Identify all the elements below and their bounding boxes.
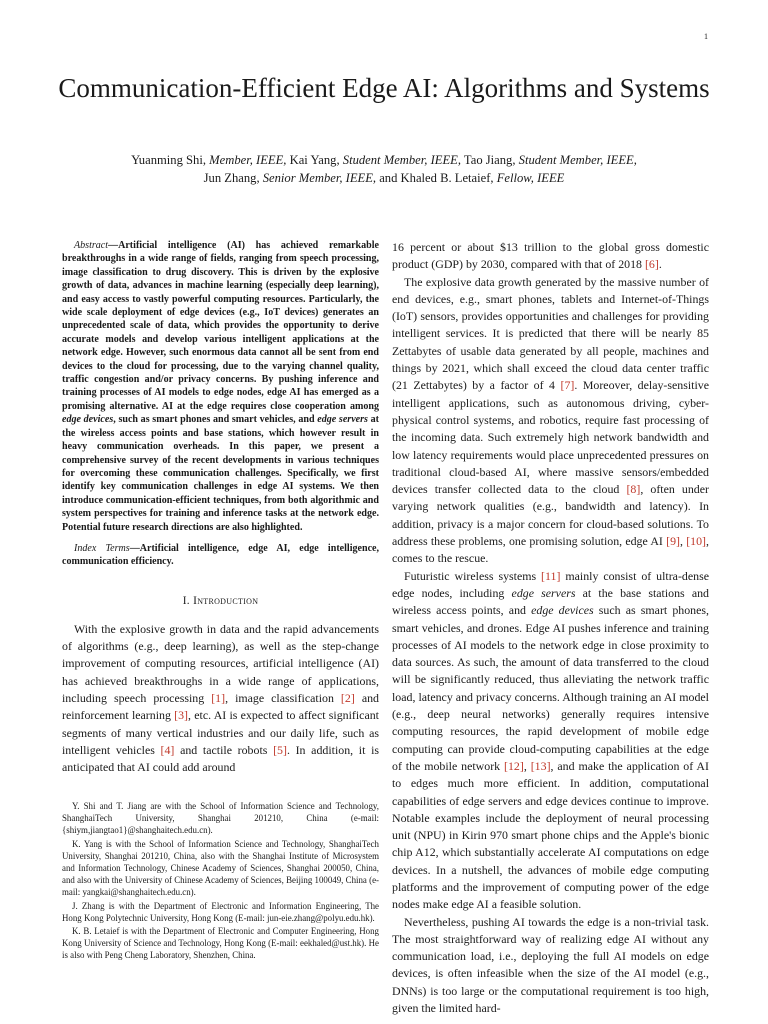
section-heading (62, 595, 379, 607)
citation-link[interactable]: [9] (666, 534, 680, 549)
footnote: K. Yang is with the School of Information Science and Technology, ShanghaiTech University, Shanghai 201210, China, also with the Shanghai Institute of Microsystem and Information Technology, Chinese Academy of Sciences, Shanghai 200050, China, and also with the University of Chinese Academy of Sciences, Beijing 100049, China (e-mail: yangkai@shanghaitech.edu.cn). (62, 838, 379, 898)
citation-link[interactable]: [7] (560, 378, 575, 393)
abstract-emphasis: edge devices (62, 414, 114, 426)
paragraph-text: . (658, 257, 662, 272)
abstract-text: at the wireless access points and base stations, which however result in heavy communication overheads. In this paper, we present a comprehensive survey of the recent developments in various techniques for overcoming these communication challenges. Specifically, we first identify key communication challenges in edge AI systems. We then introduce communication-efficient techniques, from both algorithmic and system perspectives for training and inference tasks at the network edge. Potential future research directions are also highlighted. (62, 414, 380, 533)
citation-link[interactable]: [8] (626, 482, 641, 497)
intro-paragraph (62, 621, 379, 777)
left-column (62, 239, 379, 776)
body-paragraph (392, 568, 709, 914)
paragraph-text: 16 percent or about $13 trillion to the global gross domestic product (GDP) by 2030, compared with that of 2018 (392, 240, 709, 272)
citation-link[interactable]: [5] (273, 742, 287, 757)
footnote: Y. Shi and T. Jiang are with the School of Information Science and Technology, ShanghaiTech University, Shanghai 201210, China (e-mail: {shiym,jiangtao1}@shanghaitech.edu.cn). (62, 801, 379, 836)
abstract-emphasis: edge servers (317, 414, 368, 426)
citation-link[interactable]: [3] (174, 708, 189, 723)
paragraph-text: , etc. AI is expected to affect significant segments of many vertical industries and our daily life, such as intelligent vehicles (62, 708, 379, 757)
paragraph-text: The explosive data growth generated by the massive number of end devices, e.g., smart phones, tablets and Internet-of-Things (IoT) sensors, provides opportunities and challenges for providing intelligent services. It is predicted that there will be nearly 85 Zettabytes of usable data generated by all people, machines and things by 2021, which shall exceed the cloud data center traffic (21 Zettabytes) by a factor of 4 (392, 274, 709, 393)
footnote: J. Zhang is with the Department of Electronic and Information Engineering, The Hong Kong Polytechnic University, Hong Kong (E-mail: jun-eie.zhang@polyu.edu.hk). (62, 900, 379, 923)
paragraph-text: , (680, 534, 687, 549)
citation-link[interactable]: [11] (541, 568, 561, 583)
section-number: I. (182, 594, 194, 607)
citation-link[interactable]: [13] (530, 758, 551, 773)
author-role: Student Member, IEEE, (342, 153, 461, 167)
emphasis-text: edge devices (531, 603, 594, 618)
author-role: Student Member, IEEE, (518, 153, 637, 167)
paragraph-text: and tactile robots (174, 742, 274, 757)
paragraph-text: and reinforcement learning (62, 690, 379, 723)
author-role: Fellow, IEEE (496, 171, 565, 185)
paragraph-text: . Moreover, delay-sensitive intelligent applications, such as autonomous driving, cyber-physical control systems, and robotics, require fast processing of the incoming data. Such extremely high network bandwidth and low latency requirements would place unprecedented pressures on traditional cloud-based AI, where massive sensors/embedded devices transfer collected data to the cloud (392, 378, 710, 497)
paragraph-text: at the base stations and wireless access points, and (392, 585, 710, 618)
abstract (62, 239, 379, 534)
abstract-text: , such as smart phones and smart vehicles, and (113, 414, 318, 426)
author-name: and Khaled B. Letaief, (379, 171, 494, 185)
citation-link[interactable]: [12] (504, 758, 524, 773)
author-role: Member, IEEE, (209, 153, 287, 167)
abstract-label: Abstract (74, 240, 109, 251)
citation-link[interactable]: [2] (340, 690, 355, 705)
author-list (40, 151, 728, 187)
page-number: 1 (704, 32, 708, 41)
author-role: Senior Member, IEEE, (262, 171, 377, 185)
abstract-text: —Artificial intelligence (AI) has achieved remarkable breakthroughs in a wide range of fields, ranging from speech processing, image classification to drug discovery. This is driven by the explosive growth of data, advances in machine learning (especially deep learning), and easy access to vastly powerful computing resources. Particularly, the wide scale deployment of edge devices (e.g., IoT devices) generates an unprecedented scale of data, which provides the opportunity to derive accurate models and develop various intelligent applications at the network edge. However, such enormous data cannot all be sent from end devices to the cloud for processing, due to the varying channel quality, traffic congestion and/or privacy concerns. By pushing inference and training processes of AI models to edge nodes, edge AI has emerged as a promising alternative. AI at the edge requires close cooperation among (62, 240, 379, 412)
paragraph-text: Futuristic wireless systems (404, 568, 542, 583)
section-title: Introduction (193, 594, 259, 607)
paragraph-text: mainly consist of ultra-dense edge nodes, including (392, 568, 709, 600)
emphasis-text: edge servers (511, 585, 576, 600)
paragraph-text: , often under varying network qualities (e.g., bandwidth and latency). In addition, privacy is a major concern for cloud-based solutions. To address these problems, one promising solution, edge AI (392, 482, 709, 549)
paragraph-text: , image classification (225, 690, 341, 705)
citation-link[interactable]: [6] (644, 257, 659, 272)
author-name: Yuanming Shi, (131, 153, 206, 167)
paragraph-text: , (523, 758, 531, 773)
paragraph-text: . In addition, it is anticipated that AI could add around (62, 742, 379, 775)
footnote: K. B. Letaief is with the Department of Electronic and Computer Engineering, Hong Kong University of Science and Technology, Hong Kong (E-mail: eekhaled@ust.hk). He is also with Peng Cheng Laboratory, Shenzhen, China. (62, 926, 379, 961)
index-terms-text: —Artificial intelligence, edge AI, edge intelligence, communication efficiency. (62, 542, 379, 568)
author-name: Jun Zhang, (203, 171, 260, 185)
body-paragraph (392, 274, 709, 568)
paragraph-text: such as smart phones, smart vehicles, and drones. Edge AI pushes inference and training processes of AI models to the network edge in close proximity to data sources. As such, the amount of data transferred to the cloud will be significantly reduced, thus alleviating the network traffic load, latency and privacy concerns. Although training an AI model (e.g., deep neural networks) generally requires intensive computing resources, the rapid development of mobile edge computing can provide cloud-computing capabilities at the edge of the mobile network (392, 603, 709, 773)
index-terms-label: Index Terms (74, 542, 130, 554)
paper-title: Communication-Efficient Edge AI: Algorithms and Systems (58, 73, 710, 103)
citation-link[interactable]: [10] (686, 534, 707, 549)
author-name: Tao Jiang, (463, 153, 516, 167)
author-name: Kai Yang, (289, 153, 340, 167)
paragraph-text: , comes to the rescue. (392, 534, 709, 566)
footnotes (62, 800, 379, 963)
paragraph-text: With the explosive growth in data and the rapid advancements of algorithms (e.g., deep learning), as well as the step-change improvement of computing resources, artificial intelligence (AI) has achieved breakthroughs in a wide range of applications, including speech processing (62, 621, 379, 705)
right-column (392, 239, 709, 1017)
citation-link[interactable]: [1] (211, 690, 226, 705)
index-terms (62, 542, 379, 569)
body-paragraph (392, 239, 709, 274)
body-paragraph: Nevertheless, pushing AI towards the edge is a non-trivial task. The most straightforward way of realizing edge AI without any communication load, i.e., deploying the full AI models on edge devices, is often infeasible when the size of the AI model (e.g., DNNs) is too large or the computational requirement is too high, given the limited hard- (392, 914, 709, 1016)
citation-link[interactable]: [4] (160, 742, 175, 757)
paragraph-text: , and make the application of AI to edges much more efficient. In addition, computational capabilities of edge servers and edge devices continue to improve. Notable examples include the deployment of neural processing unit (NPU) in Kirin 970 smart phone chips and the Apple's bionic chip A12, which substantially accelerate AI computations on edge devices. In a nutshell, the advances of mobile edge computing platforms and the improvement of computing power of the edge nodes make edge AI a feasible solution. (392, 758, 709, 912)
